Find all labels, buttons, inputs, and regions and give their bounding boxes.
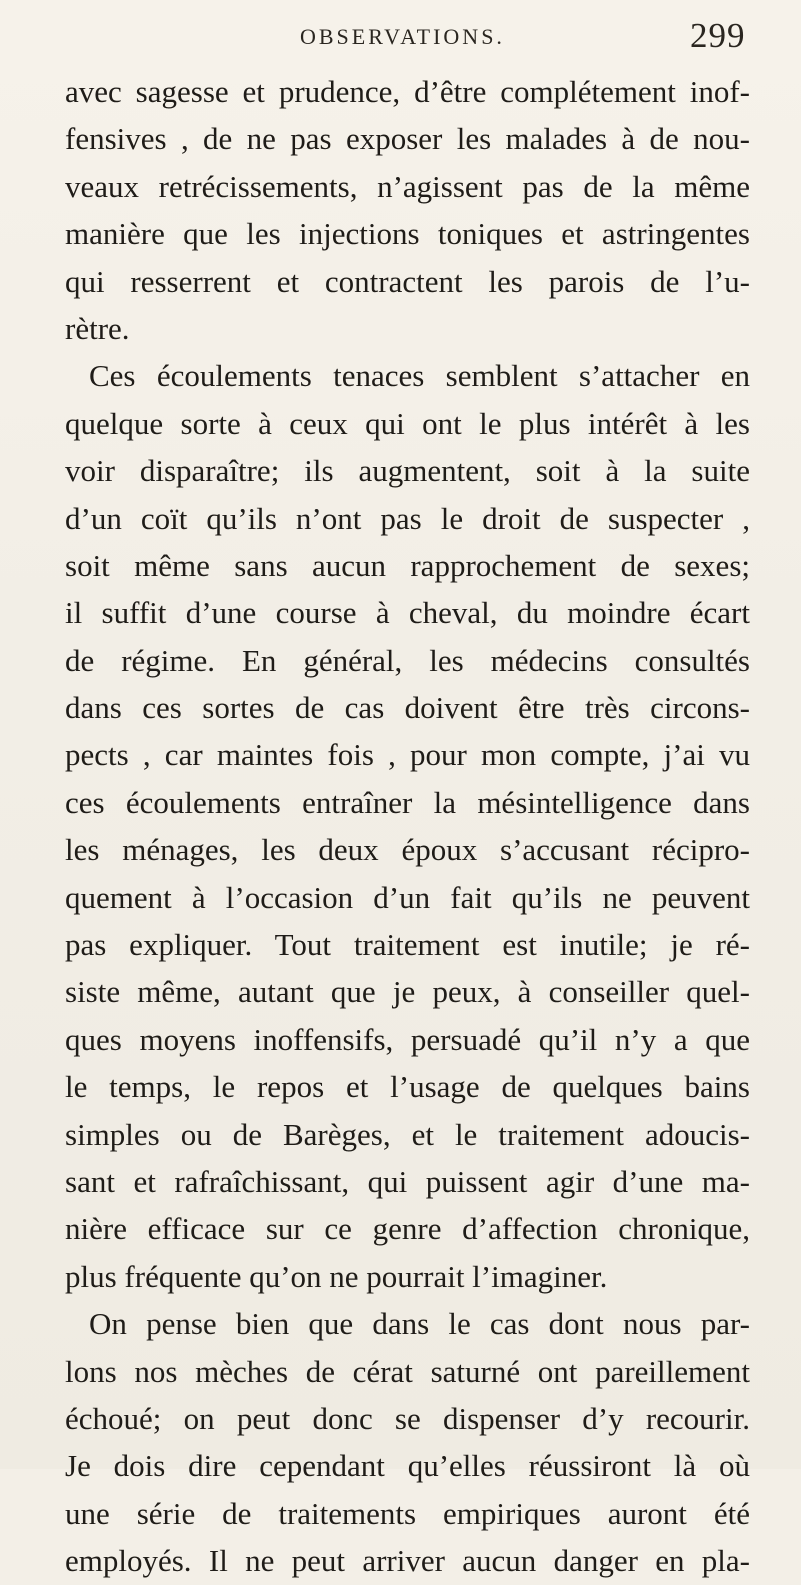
text-line: simples ou de Barèges, et le traitement adoucis- <box>65 1116 750 1152</box>
text-line: les ménages, les deux époux s’accusant récipro- <box>65 832 750 868</box>
body-text <box>65 68 750 1585</box>
text-line: voir disparaître; ils augmentent, soit à la suite <box>65 453 750 489</box>
text-line: de régime. En général, les médecins consultés <box>65 642 750 678</box>
running-title: OBSERVATIONS. <box>300 24 505 49</box>
paragraph-start-line: Ces écoulements tenaces semblent s’attacher en <box>89 358 750 394</box>
text-line: quement à l’occasion d’un fait qu’ils ne peuvent <box>65 879 750 915</box>
text-line: quelque sorte à ceux qui ont le plus intérêt à les <box>65 405 750 441</box>
text-line: pects , car maintes fois , pour mon compte, j’ai vu <box>65 737 750 773</box>
text-line: veaux retrécissements, n’agissent pas de la même <box>65 168 750 204</box>
text-line: soit même sans aucun rapprochement de sexes; <box>65 547 750 583</box>
paragraph-start-line: On pense bien que dans le cas dont nous par- <box>89 1306 750 1342</box>
text-line: dans ces sortes de cas doivent être très circons- <box>65 690 750 726</box>
text-line: il suffit d’une course à cheval, du moindre écart <box>65 595 750 631</box>
text-line: ques moyens inoffensifs, persuadé qu’il n’y a que <box>65 1021 750 1057</box>
text-line: nière efficace sur ce genre d’affection chronique, <box>65 1211 750 1247</box>
text-line: pas expliquer. Tout traitement est inutile; je ré- <box>65 927 750 963</box>
text-line: fensives , de ne pas exposer les malades à de nou- <box>65 121 750 157</box>
text-line: avec sagesse et prudence, d’être complétement inof- <box>65 74 750 109</box>
text-line: manière que les injections toniques et astringentes <box>65 216 750 252</box>
text-line: siste même, autant que je peux, à conseiller quel- <box>65 974 750 1010</box>
text-line: qui resserrent et contractent les parois de l’u- <box>65 263 750 299</box>
page-number: 299 <box>690 16 746 55</box>
text-line: lons nos mèches de cérat saturné ont pareillement <box>65 1353 750 1389</box>
text-line: le temps, le repos et l’usage de quelques bains <box>65 1069 750 1105</box>
text-line: d’un coït qu’ils n’ont pas le droit de suspecter , <box>65 500 750 536</box>
text-line: échoué; on peut donc se dispenser d’y recourir. <box>65 1400 750 1436</box>
paragraph-end-line: rètre. <box>65 310 130 346</box>
text-line: Je dois dire cependant qu’elles réussiront là où <box>65 1448 750 1484</box>
text-line: ces écoulements entraîner la mésintelligence dans <box>65 784 750 820</box>
text-line: employés. Il ne peut arriver aucun danger en pla- <box>65 1543 750 1579</box>
text-line: sant et rafraîchissant, qui puissent agir d’une ma- <box>65 1163 750 1199</box>
paragraph-end-line: plus fréquente qu’on ne pourrait l’imaginer. <box>65 1258 608 1294</box>
running-header <box>0 14 801 62</box>
text-line: une série de traitements empiriques auront été <box>65 1495 750 1531</box>
